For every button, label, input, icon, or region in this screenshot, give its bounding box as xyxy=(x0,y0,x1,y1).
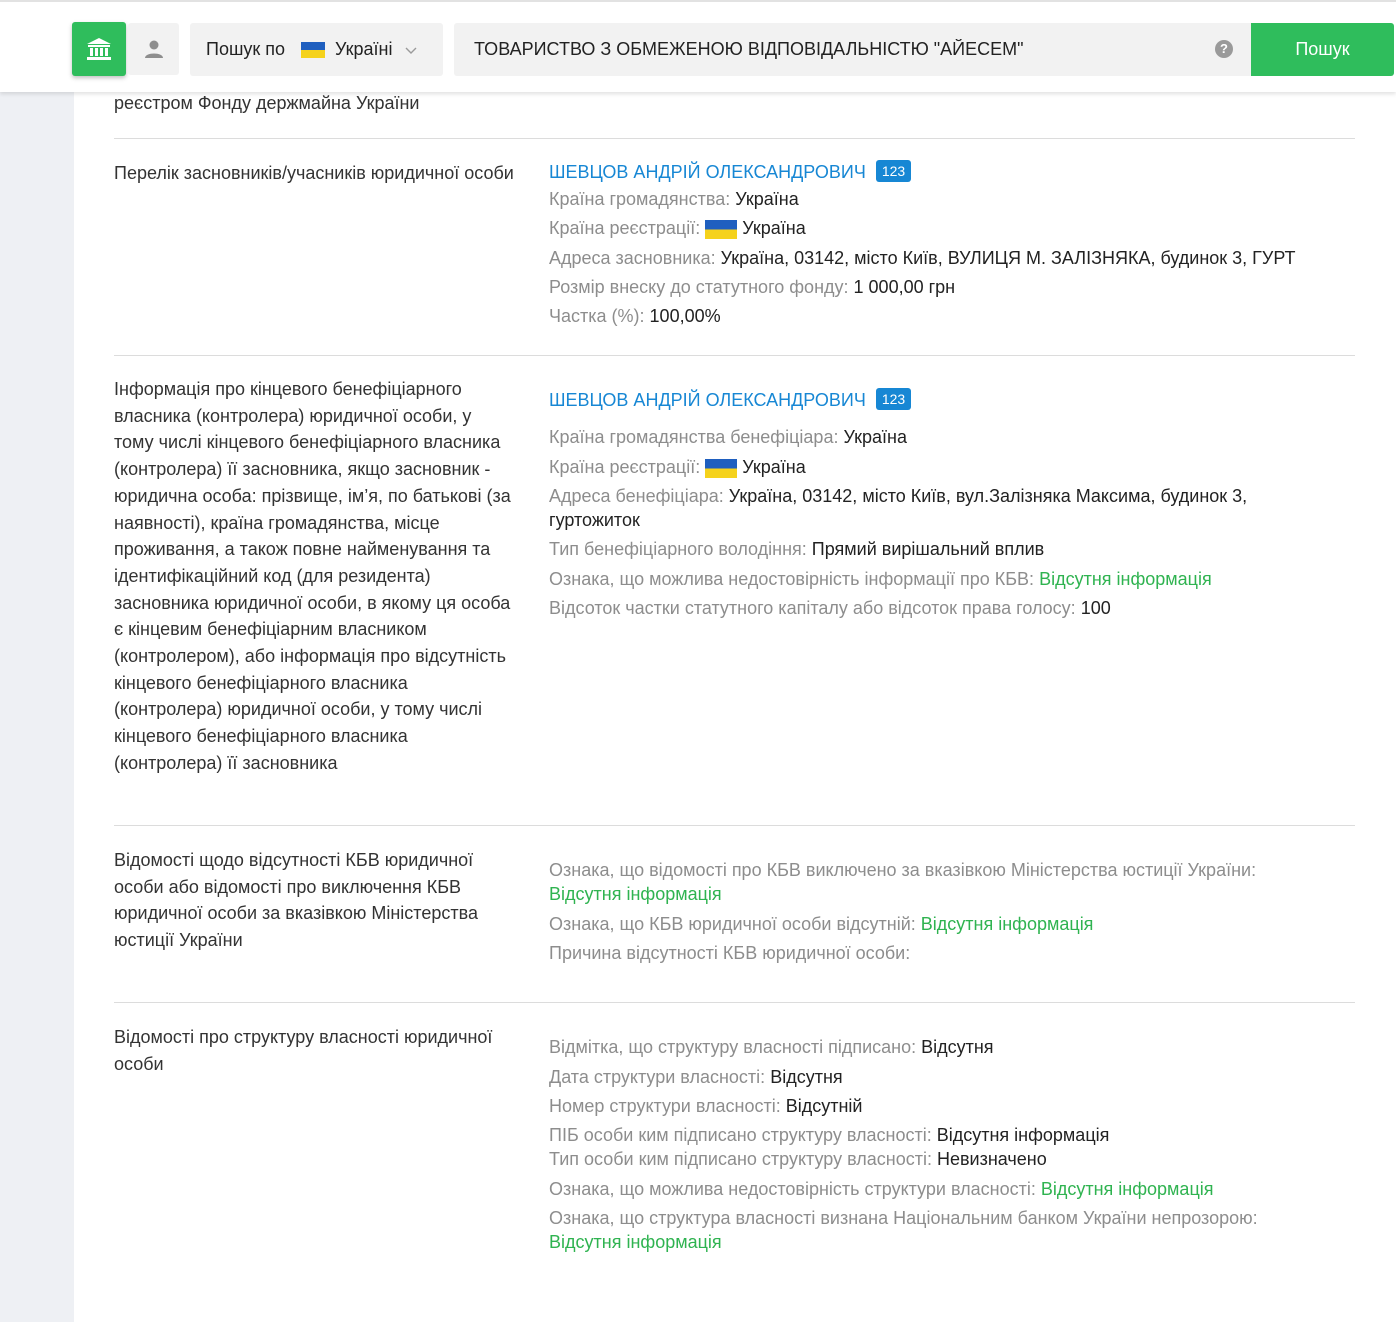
search-input[interactable] xyxy=(474,23,1194,76)
field-value: Відсутня інформація xyxy=(936,1125,1110,1145)
field-value: Відсутня інформація xyxy=(1039,569,1212,589)
ukraine-flag-icon xyxy=(705,220,737,239)
founder-share xyxy=(549,304,721,328)
field-key: Адреса засновника: xyxy=(549,248,716,268)
search-header xyxy=(0,0,1396,92)
founder-citizenship xyxy=(549,187,799,211)
field-key: Причина відсутності КБВ юридичної особи: xyxy=(549,943,911,963)
beneficiary-name-link[interactable]: ШЕВЦОВ АНДРІЙ ОЛЕКСАНДРОВИЧ xyxy=(549,390,866,410)
field-value: 100 xyxy=(1080,598,1111,618)
field-value: Україна xyxy=(742,457,806,477)
field-value: Відсутня xyxy=(770,1067,843,1087)
chevron-down-icon xyxy=(405,42,417,58)
field-key: Тип особи ким підписано структуру власності: xyxy=(549,1149,932,1169)
field-key: Країна громадянства бенефіціара: xyxy=(549,427,839,447)
divider xyxy=(114,138,1355,139)
field-key: Відмітка, що структуру власності підписано: xyxy=(549,1037,917,1057)
beneficiary-label: Інформація про кінцевого бенефіціарного власника (контролера) юридичної особи, у тому числі кінцевого бенефіціарного власника (контролера) її засновника, якщо засновник - юридична особа: прізвище, ім’я, по батькові (за наявності), країна громадянства, місце проживання, а також повне найменування та ідентифікаційний код (для резидента) засновника юридичної особи, в якому ця особа є кінцевим бенефіціарним власником (контролером), або інформація про відсутність кінцевого бенефіціарного власника (контролера) юридичної особи, у тому числі кінцевого бенефіціарного власника (контролера) її засновника xyxy=(114,379,511,773)
field-key: Країна реєстрації: xyxy=(549,457,701,477)
bank-building-icon xyxy=(86,37,112,61)
search-by-label: Пошук по xyxy=(206,39,286,59)
field-key: Ознака, що КБВ юридичної особи відсутній: xyxy=(549,914,916,934)
beneficiary-address xyxy=(549,484,1309,532)
field-value: Відсутня інформація xyxy=(549,884,722,904)
field-value: Україна, 03142, місто Київ, ВУЛИЦЯ М. ЗАЛІЗНЯКА, будинок 3, ГУРТ xyxy=(720,248,1296,268)
country-value: Україні xyxy=(335,39,393,59)
field-key: Розмір внеску до статутного фонду: xyxy=(549,277,849,297)
founder-registration xyxy=(549,216,806,240)
field-value: Україна xyxy=(843,427,907,447)
legal-entity-search-button[interactable] xyxy=(72,22,126,76)
absence-reason xyxy=(549,941,910,965)
person-search-button[interactable] xyxy=(128,23,179,75)
beneficiary-registration xyxy=(549,455,806,479)
absence-label: Відомості щодо відсутності КБВ юридичної особи або відомості про виключення КБВ юридичної особи за вказівкою Міністерства юстиції України xyxy=(114,850,478,951)
field-value: 1 000,00 грн xyxy=(853,277,956,297)
structure-unreliable xyxy=(549,1177,1214,1201)
field-key: Номер структури власності: xyxy=(549,1096,781,1116)
structure-signed xyxy=(549,1035,994,1059)
field-value: Україна, 03142, місто Київ, вул.Залізняка Максима, будинок 3, гуртожиток xyxy=(549,486,1248,530)
field-key: Відсоток частки статутного капіталу або відсоток права голосу: xyxy=(549,598,1076,618)
structure-date xyxy=(549,1065,843,1089)
field-value: Відсутня інформація xyxy=(920,914,1094,934)
field-key: Тип бенефіціарного володіння: xyxy=(549,539,807,559)
help-icon[interactable]: ? xyxy=(1215,40,1233,58)
beneficiary-name-row xyxy=(549,388,911,412)
divider xyxy=(114,825,1355,826)
structure-number xyxy=(549,1094,862,1118)
founder-contribution xyxy=(549,275,955,299)
beneficiary-percent xyxy=(549,596,1111,620)
field-value: Відсутня інформація xyxy=(1040,1179,1214,1199)
absence-excluded xyxy=(549,858,1309,906)
field-value: Невизначено xyxy=(936,1149,1047,1169)
beneficiary-ownership-type xyxy=(549,537,1044,561)
field-key: Ознака, що структура власності визнана Національним банком України непрозорою: xyxy=(549,1208,1258,1228)
search-field xyxy=(454,23,1251,76)
founders-label: Перелік засновників/учасників юридичної особи xyxy=(114,163,514,183)
field-key: ПІБ особи ким підписано структуру власності: xyxy=(549,1125,932,1145)
divider xyxy=(114,1002,1355,1003)
field-value: Прямий вирішальний вплив xyxy=(811,539,1045,559)
left-gutter xyxy=(0,90,74,1322)
ukraine-flag-icon xyxy=(705,459,737,478)
field-value: Відсутній xyxy=(785,1096,863,1116)
structure-signer-type xyxy=(549,1147,1047,1171)
field-value: Україна xyxy=(735,189,799,209)
founder-address xyxy=(549,246,1296,270)
field-key: Ознака, що можлива недостовірність інформації про КБВ: xyxy=(549,569,1035,589)
beneficiary-badge[interactable]: 123 xyxy=(876,388,911,410)
structure-opaque xyxy=(549,1206,1309,1254)
person-icon xyxy=(144,39,164,59)
beneficiary-unreliable xyxy=(549,567,1212,591)
structure-label: Відомості про структуру власності юридичної особи xyxy=(114,1027,493,1074)
field-key: Дата структури власності: xyxy=(549,1067,766,1087)
divider xyxy=(114,355,1355,356)
structure-signer xyxy=(549,1123,1109,1147)
founder-badge[interactable]: 123 xyxy=(876,160,911,182)
field-value: Відсутня xyxy=(921,1037,994,1057)
search-button[interactable]: Пошук xyxy=(1251,23,1394,76)
field-key: Країна громадянства: xyxy=(549,189,731,209)
field-key: Ознака, що відомості про КБВ виключено за вказівкою Міністерства юстиції України: xyxy=(549,860,1257,880)
field-value: Відсутня інформація xyxy=(549,1232,722,1252)
field-key: Частка (%): xyxy=(549,306,645,326)
absence-absent xyxy=(549,912,1093,936)
field-value: 100,00% xyxy=(649,306,721,326)
founder-name-row xyxy=(549,160,911,184)
founder-name-link[interactable]: ШЕВЦОВ АНДРІЙ ОЛЕКСАНДРОВИЧ xyxy=(549,162,866,182)
field-key: Країна реєстрації: xyxy=(549,218,701,238)
beneficiary-citizenship xyxy=(549,425,907,449)
field-value: Україна xyxy=(742,218,806,238)
country-select[interactable] xyxy=(190,23,443,76)
ukraine-flag-icon xyxy=(301,42,325,58)
field-key: Ознака, що можлива недостовірність структури власності: xyxy=(549,1179,1036,1199)
field-key: Адреса бенефіціара: xyxy=(549,486,724,506)
previous-section-tail: реєстром Фонду держмайна України xyxy=(114,93,420,113)
